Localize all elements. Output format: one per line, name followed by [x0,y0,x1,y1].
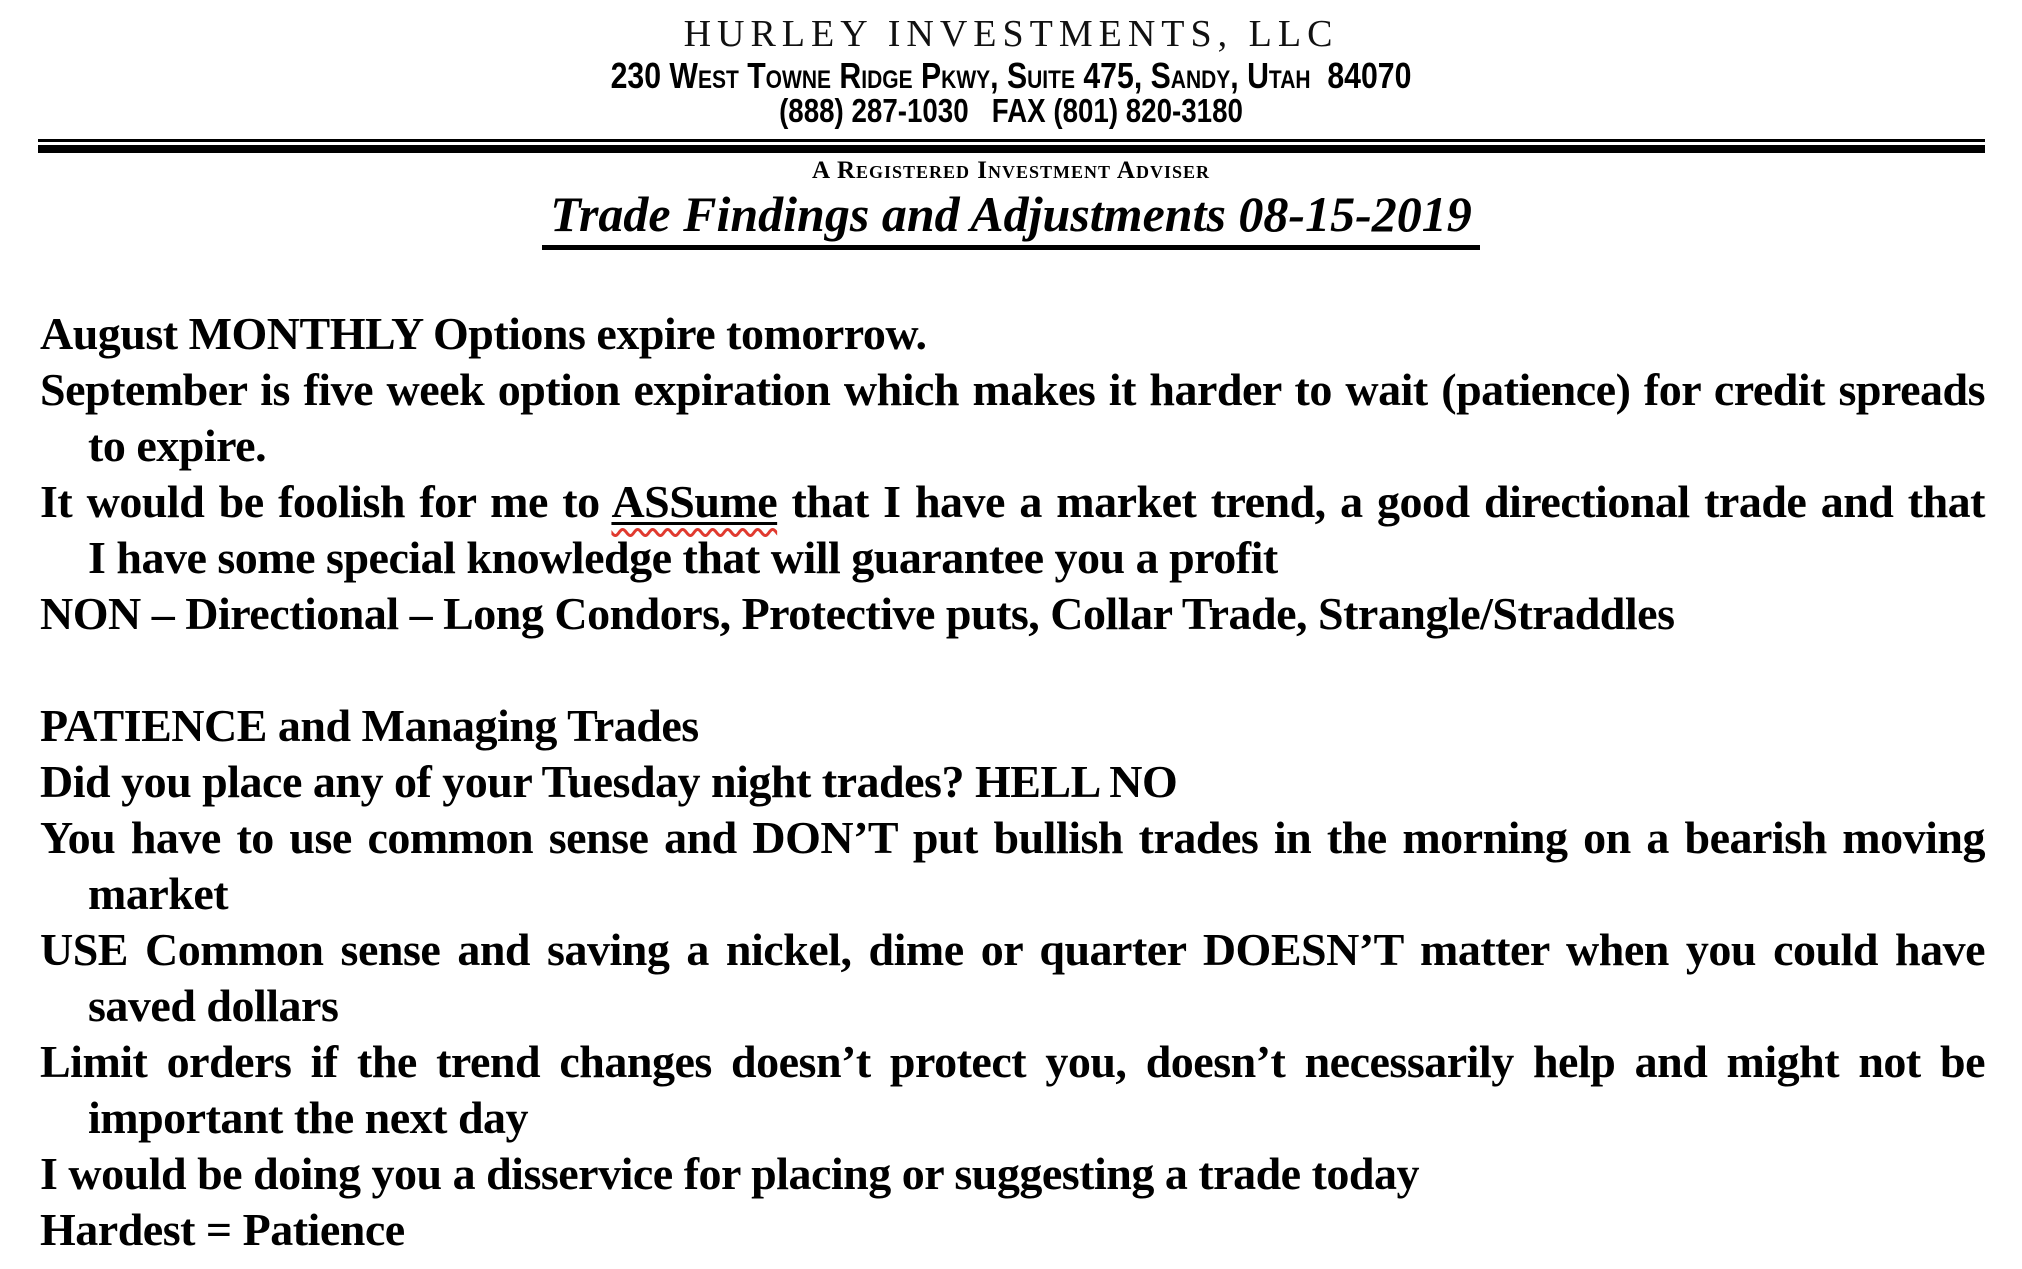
divider-thick-rule [38,145,1985,153]
body-line-2: September is five week option expiration which makes it harder to wait (patience) for credit spreads [40,364,1985,415]
misspelled-word-underline [611,476,777,527]
body-line-11: market [88,868,229,919]
address-line: 230 West Towne Ridge Pkwy, Suite 475, Sandy, Utah 84070 [610,55,1412,96]
misspelled-word: ASSume [611,476,778,527]
blank-line [40,642,1985,698]
body-line-4-after: that I have a market trend, a good directional trade and that [777,476,1985,527]
body-line-4-before: It would be foolish for me to [40,476,612,527]
document-body [40,306,1985,1258]
body-line-16: I would be doing you a disservice for placing or suggesting a trade today [40,1148,1419,1199]
letterhead [0,12,2022,250]
registered-adviser-line: A Registered Investment Adviser [812,157,1210,184]
document-title-wrap [0,186,2022,250]
body-line-14: Limit orders if the trend changes doesn’t protect you, doesn’t necessarily help and might not be [40,1036,1985,1087]
body-line-10: You have to use common sense and DON’T put bullish trades in the morning on a bearish moving [40,812,1985,863]
body-line-4 [40,474,1985,530]
body-line-12: USE Common sense and saving a nickel, dime or quarter DOESN’T matter when you could have [40,924,1985,975]
body-line-13: saved dollars [88,980,339,1031]
body-line-17: Hardest = Patience [40,1204,405,1255]
header-divider [38,139,1985,153]
body-line-3: to expire. [88,420,267,471]
body-line-5: I have some special knowledge that will guarantee you a profit [88,532,1278,583]
phone-fax-line: (888) 287-1030 FAX (801) 820-3180 [779,92,1243,129]
body-line-8: PATIENCE and Managing Trades [40,700,699,751]
body-line-9: Did you place any of your Tuesday night trades? HELL NO [40,756,1178,807]
document-title: Trade Findings and Adjustments 08-15-2019 [542,186,1479,250]
company-name: HURLEY INVESTMENTS, LLC [683,13,1339,55]
body-line-1: August MONTHLY Options expire tomorrow. [40,308,927,359]
document-page [0,12,2022,1269]
body-line-6: NON – Directional – Long Condors, Protective puts, Collar Trade, Strangle/Straddles [40,588,1675,639]
body-line-15: important the next day [88,1092,529,1143]
